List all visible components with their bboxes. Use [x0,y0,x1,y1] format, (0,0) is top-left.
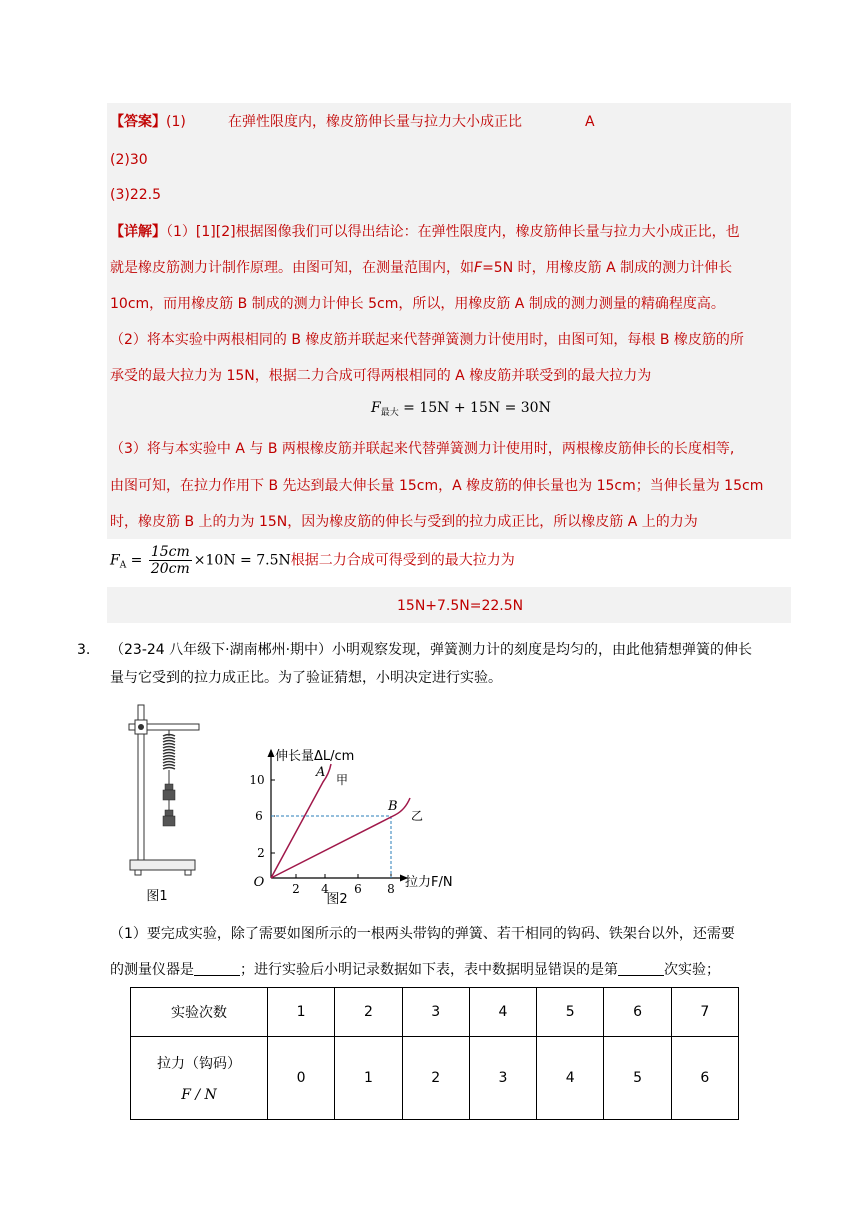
formula2-numerator: 15cm [150,544,190,560]
y-tick-10: 10 [249,773,265,787]
subq-l2b: ；进行实验后小明记录数据如下表，表中数据明显错误的是第 [240,962,618,978]
label-B: B [388,799,398,814]
detail-tag: 【详解】 [110,224,166,240]
curve-A [271,764,331,878]
table-cell: 7 [671,988,738,1037]
x-axis-label: 拉力F/N [405,875,453,890]
force-header-line1: 拉力（钩码） [157,1056,241,1072]
x-tick-8: 8 [387,882,395,896]
x-tick-2: 2 [292,882,300,896]
detail-p1-line1 [110,222,740,242]
label-jia: 甲 [336,773,349,787]
answer-part3: (3)22.5 [110,187,162,203]
subquestion-line1: （1）要完成实验，除了需要如图所示的一根两头带钩的弹簧、若干相同的钩码、铁架台以外，还需要 [110,926,735,942]
formula2-fraction [149,544,192,577]
detail-p1-l2a: 就是橡皮筋测力计制作原理。由图可知，在测量范围内，如 [110,260,474,276]
table-row-force [131,1037,739,1120]
formula1-F: F [371,400,381,416]
formula2-rhs: ×10N = 7.5N [193,552,291,569]
table-row-trials [131,988,739,1037]
table-cell: 6 [604,988,671,1037]
table-cell: 2 [402,1037,469,1120]
answer-part1-text: 在弹性限度内，橡皮筋伸长量与拉力大小成正比 [228,114,522,130]
answer-part2: (2)30 [110,152,148,168]
y-axis-label: 伸长量ΔL/cm [275,749,355,764]
answer-shading [107,103,791,539]
table-header-trials: 实验次数 [131,988,268,1037]
detail-p1-line3: 10cm，而用橡皮筋 B 制成的测力计伸长 5cm，所以，用橡皮筋 A 制成的测力测量的精确程度高。 [110,296,725,312]
formula2-sub: A [119,560,127,571]
detail-p3-line1: （3）将与本实验中 A 与 B 两根橡皮筋并联起来代替弹簧测力计使用时，两根橡皮筋伸长的长度相等, [110,441,735,457]
blank-trial-number[interactable] [618,961,664,976]
blank-instrument[interactable] [194,961,240,976]
answer-part1-num: (1) [166,114,186,130]
figure1-iron-stand [125,700,205,910]
formula1-rhs: = 15N + 15N = 30N [398,400,551,416]
question-line2: 量与它受到的拉力成正比。为了验证猜想，小明决定进行实验。 [110,670,502,686]
table-cell: 5 [537,988,604,1037]
y-tick-6: 6 [255,809,263,823]
figure2-graph [245,740,465,910]
subquestion-line2 [110,960,720,980]
label-yi: 乙 [411,809,424,823]
answer-part1-choice: A [585,114,595,130]
x-tick-4: 4 [321,882,329,896]
y-tick-2: 2 [257,846,265,860]
force-header-line2: F / N [181,1087,217,1103]
detail-p1-var-F: F [474,260,483,276]
answer-line-1 [110,112,186,132]
subq-l2a: 的测量仪器是 [110,962,194,978]
answer-tag: 【答案】 [110,114,166,130]
detail-p1-l2b: =5N 时，用橡皮筋 A 制成的测力计伸长 [482,260,733,276]
detail-p2-line2: 承受的最大拉力为 15N，根据二力合成可得两根相同的 A 橡皮筋并联受到的最大拉力为 [110,368,652,384]
data-table [130,987,739,1120]
table-cell: 3 [402,988,469,1037]
formula2-F: F [110,552,120,569]
table-cell: 4 [537,1037,604,1120]
subq-l2c: 次实验； [664,962,720,978]
formula1-sub: 最大 [380,408,399,418]
table-header-force [131,1037,268,1120]
formula2-eq: = [126,552,147,569]
table-cell: 0 [268,1037,335,1120]
table-cell: 2 [335,988,402,1037]
formula2-denominator: 20cm [150,561,190,577]
question-line1: （23-24 八年级下·湖南郴州·期中）小明观察发现，弹簧测力计的刻度是均匀的，由此他猜想弹簧的伸长 [110,642,753,658]
detail-p1-line2 [110,258,732,278]
detail-p3-line3: 时，橡皮筋 B 上的力为 15N，因为橡皮筋的伸长与受到的拉力成正比，所以橡皮筋 A 上的力为 [110,514,698,530]
table-cell: 5 [604,1037,671,1120]
table-cell: 1 [335,1037,402,1120]
table-cell: 1 [268,988,335,1037]
formula2-tail: 根据二力合成可得受到的最大拉力为 [290,552,515,569]
detail-p3-line2: 由图可知，在拉力作用下 B 先达到最大伸长量 15cm，A 橡皮筋的伸长量也为 15cm；当伸长量为 15cm [110,478,764,494]
formula-force-A [110,544,515,584]
x-tick-6: 6 [354,882,362,896]
detail-p1-l1-text: （1）[1][2]根据图像我们可以得出结论：在弹性限度内，橡皮筋伸长量与拉力大小成正比，也 [166,224,740,240]
figure2-caption: 图2 [326,892,348,907]
table-cell: 6 [671,1037,738,1120]
question-number: 3. [77,642,91,658]
formula-max-force [371,400,551,418]
origin-label: O [253,875,265,890]
label-A: A [316,765,326,780]
table-cell: 4 [469,988,536,1037]
figure1-caption: 图1 [146,889,168,904]
table-cell: 3 [469,1037,536,1120]
final-result: 15N+7.5N=22.5N [397,598,524,614]
detail-p2-line1: （2）将本实验中两根相同的 B 橡皮筋并联起来代替弹簧测力计使用时，由图可知，每根 B 橡皮筋的所 [110,332,744,348]
